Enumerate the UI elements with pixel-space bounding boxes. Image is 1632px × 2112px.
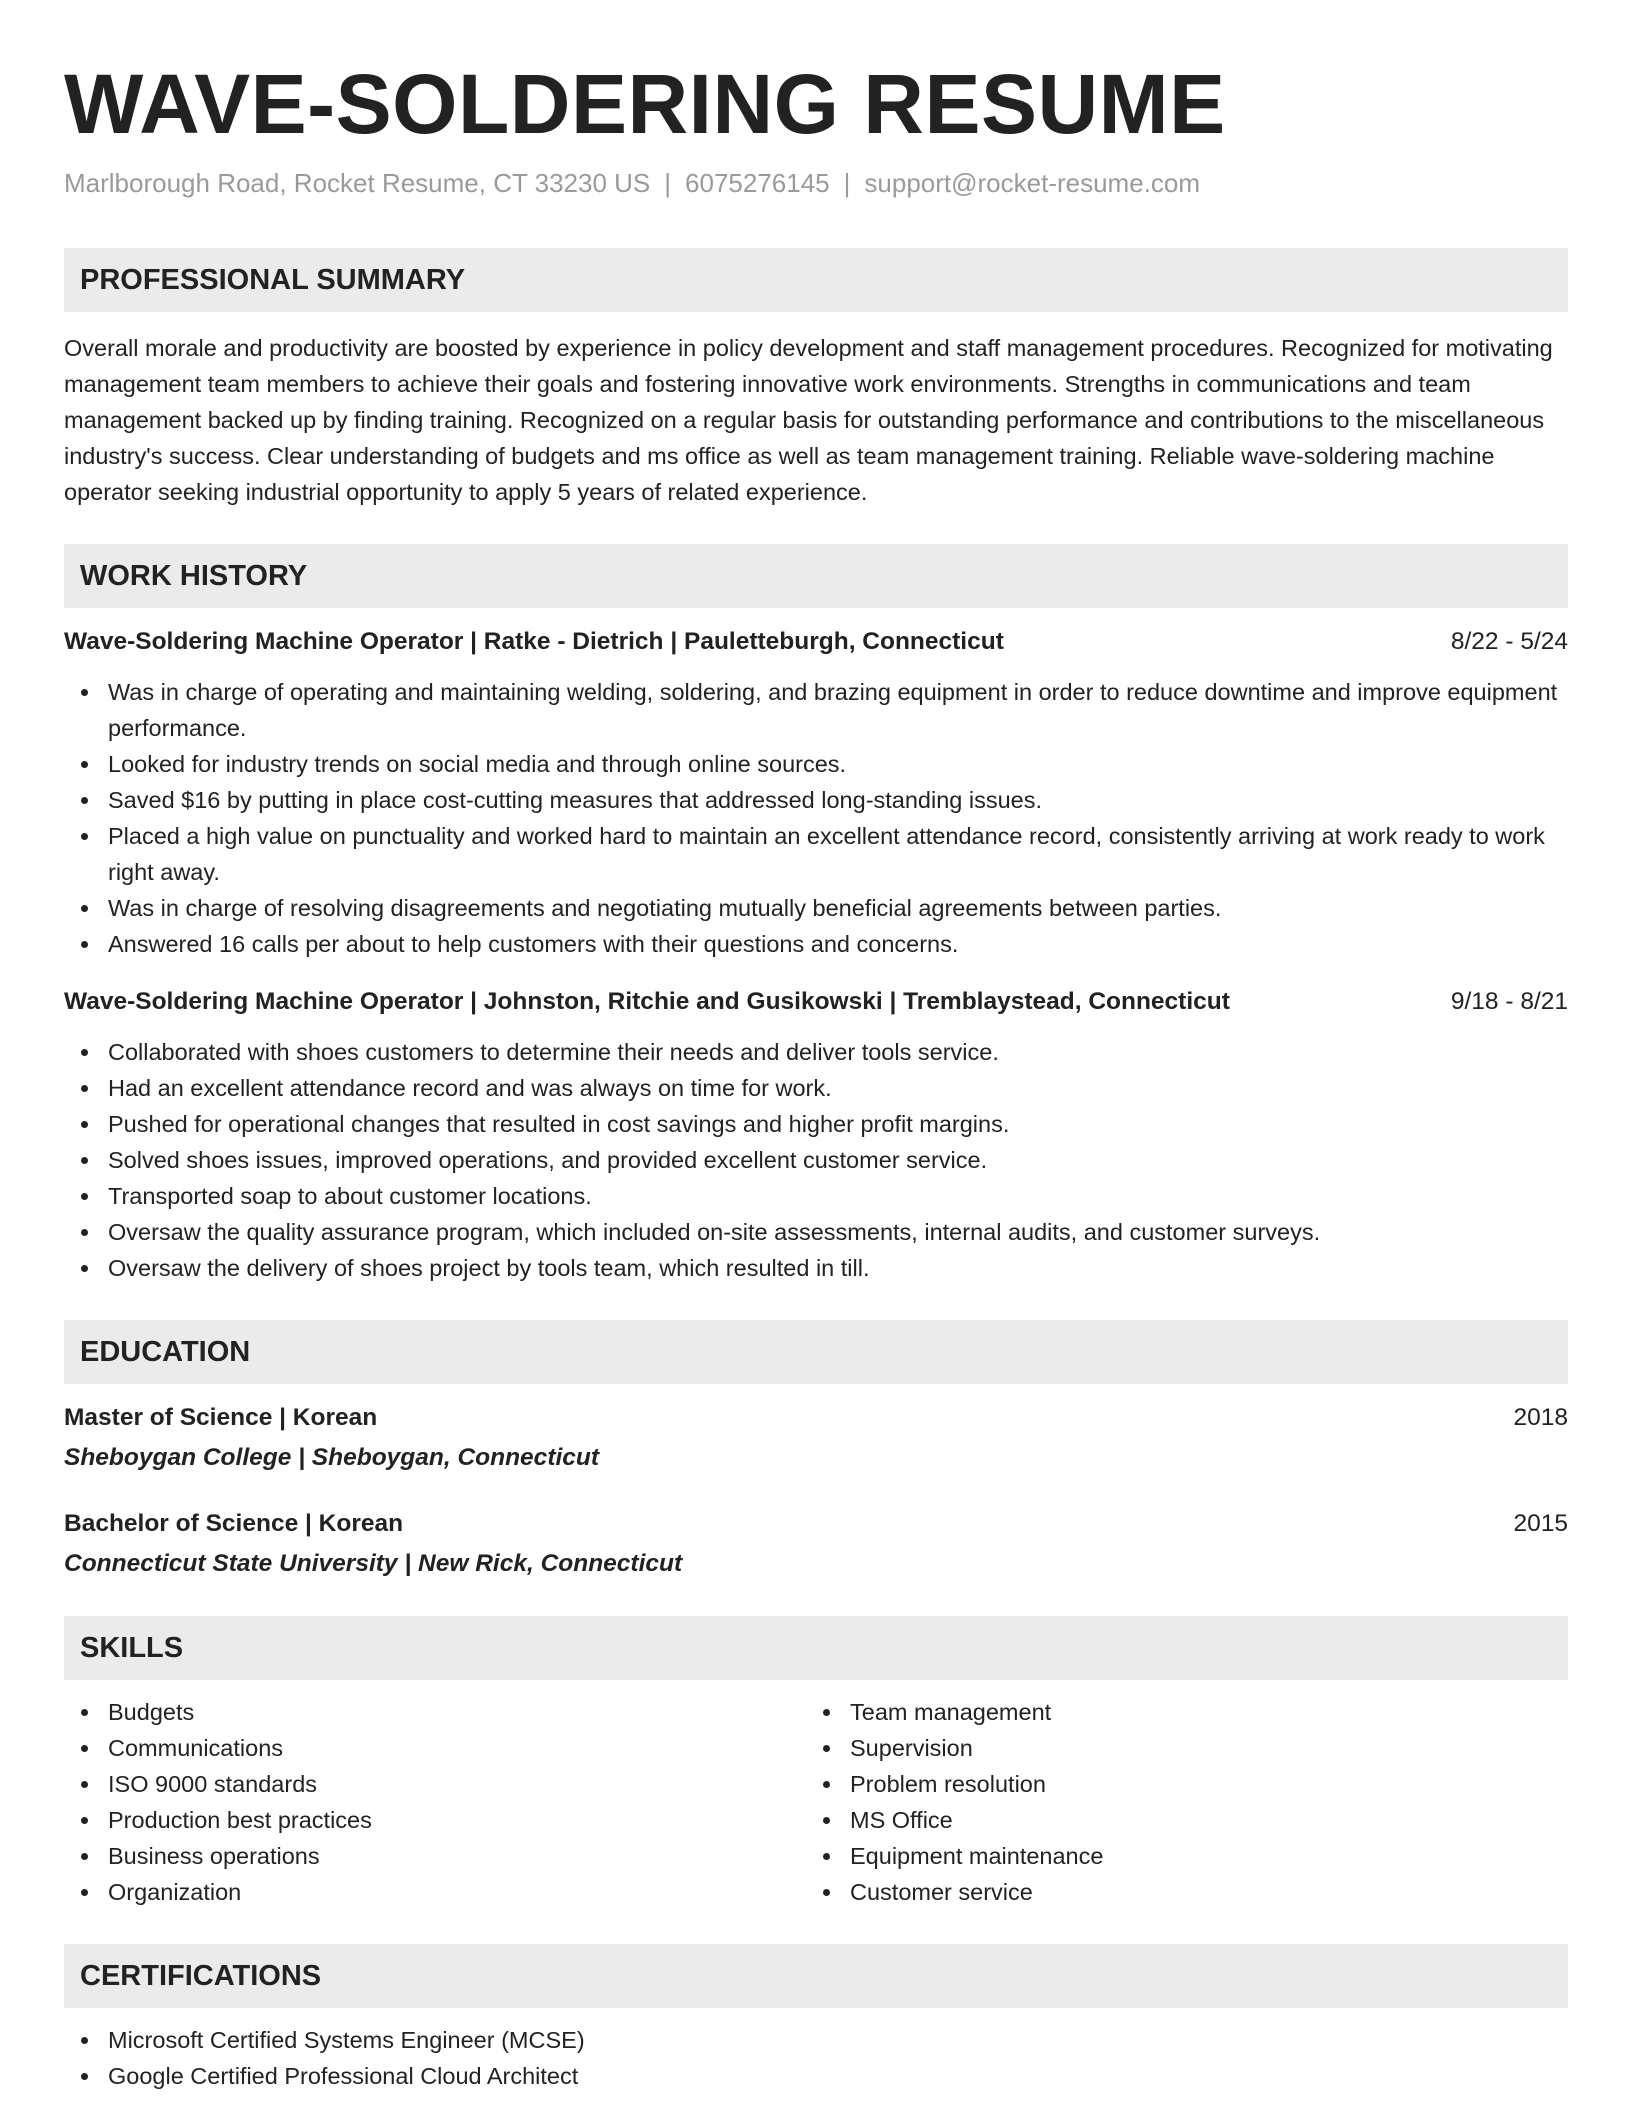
list-item: Was in charge of resolving disagreements and negotiating mutually beneficial agreements between parties. [64, 890, 1568, 926]
skills-list-left [64, 1694, 806, 1910]
job-bullets [64, 1034, 1568, 1286]
skill-item: Problem resolution [806, 1766, 1103, 1802]
list-item: Oversaw the delivery of shoes project by tools team, which resulted in till. [64, 1250, 1568, 1286]
education-degree: Master of Science | Korean [64, 1404, 378, 1431]
list-item: Was in charge of operating and maintaining welding, soldering, and brazing equipment in order to reduce downtime and improve equipment performance. [64, 674, 1568, 746]
job-header [64, 624, 1568, 660]
certification-item: Google Certified Professional Cloud Architect [64, 2058, 1568, 2094]
section-header-summary: PROFESSIONAL SUMMARY [64, 248, 1568, 312]
education-header [64, 1506, 1568, 1542]
education-year: 2018 [1513, 1404, 1568, 1431]
education-header [64, 1400, 1568, 1436]
skill-item: Production best practices [64, 1802, 806, 1838]
education-school: Connecticut State University | New Rick, Connecticut [64, 1550, 683, 1577]
skill-item: Business operations [64, 1838, 806, 1874]
job-header [64, 984, 1568, 1020]
job-dates: 9/18 - 8/21 [1450, 988, 1568, 1015]
skill-item: Team management [806, 1694, 1103, 1730]
section-header-education: EDUCATION [64, 1320, 1568, 1384]
resume-title: WAVE-SOLDERING RESUME [64, 57, 1226, 151]
list-item: Pushed for operational changes that resulted in cost savings and higher profit margins. [64, 1106, 1568, 1142]
contact-separator: | [843, 168, 851, 198]
skill-item: Budgets [64, 1694, 806, 1730]
skills-list-right [806, 1694, 1103, 1910]
list-item: Answered 16 calls per about to help customers with their questions and concerns. [64, 926, 1568, 962]
skill-item: ISO 9000 standards [64, 1766, 806, 1802]
contact-separator: | [664, 168, 672, 198]
job-title: Wave-Soldering Machine Operator | Johnston, Ritchie and Gusikowski | Tremblaystead, Connecticut [64, 988, 1230, 1015]
education-year: 2015 [1513, 1510, 1568, 1537]
education-degree: Bachelor of Science | Korean [64, 1510, 404, 1537]
skill-item: Communications [64, 1730, 806, 1766]
skills-columns [64, 1694, 1568, 1910]
list-item: Transported soap to about customer locations. [64, 1178, 1568, 1214]
certifications-list [64, 2022, 1568, 2094]
section-header-skills: SKILLS [64, 1616, 1568, 1680]
list-item: Had an excellent attendance record and was always on time for work. [64, 1070, 1568, 1106]
list-item: Saved $16 by putting in place cost-cutting measures that addressed long-standing issues. [64, 782, 1568, 818]
contact-line [64, 166, 1568, 200]
skill-item: Customer service [806, 1874, 1103, 1910]
list-item: Collaborated with shoes customers to determine their needs and deliver tools service. [64, 1034, 1568, 1070]
section-header-work: WORK HISTORY [64, 544, 1568, 608]
list-item: Oversaw the quality assurance program, which included on-site assessments, internal audits, and customer surveys. [64, 1214, 1568, 1250]
contact-address: Marlborough Road, Rocket Resume, CT 33230 US [64, 168, 651, 198]
education-school: Sheboygan College | Sheboygan, Connecticut [64, 1444, 600, 1471]
section-header-certifications: CERTIFICATIONS [64, 1944, 1568, 2008]
skill-item: Organization [64, 1874, 806, 1910]
list-item: Solved shoes issues, improved operations, and provided excellent customer service. [64, 1142, 1568, 1178]
skill-item: Supervision [806, 1730, 1103, 1766]
list-item: Placed a high value on punctuality and worked hard to maintain an excellent attendance record, consistently arriving at work ready to work right away. [64, 818, 1568, 890]
education-entry [64, 1506, 1568, 1582]
contact-phone: 6075276145 [685, 168, 830, 198]
skill-item: MS Office [806, 1802, 1103, 1838]
job-dates: 8/22 - 5/24 [1450, 628, 1568, 655]
contact-email[interactable]: support@rocket-resume.com [864, 168, 1201, 198]
summary-text: Overall morale and productivity are boosted by experience in policy development and staff management procedures. Recognized for motivating management team members to achieve their goals and fostering innovative work environments. Strengths in communications and team management backed up by finding training. Recognized on a regular basis for outstanding performance and contributions to the miscellaneous industry's success. Clear understanding of budgets and ms office as well as team management training. Reliable wave-soldering machine operator seeking industrial opportunity to apply 5 years of related experience. [64, 335, 1553, 505]
list-item: Looked for industry trends on social media and through online sources. [64, 746, 1568, 782]
job-entry [64, 984, 1568, 1286]
job-bullets [64, 674, 1568, 962]
certification-item: Microsoft Certified Systems Engineer (MCSE) [64, 2022, 1568, 2058]
job-entry [64, 624, 1568, 962]
education-entry [64, 1400, 1568, 1476]
job-title: Wave-Soldering Machine Operator | Ratke - Dietrich | Pauletteburgh, Connecticut [64, 628, 1004, 655]
skill-item: Equipment maintenance [806, 1838, 1103, 1874]
